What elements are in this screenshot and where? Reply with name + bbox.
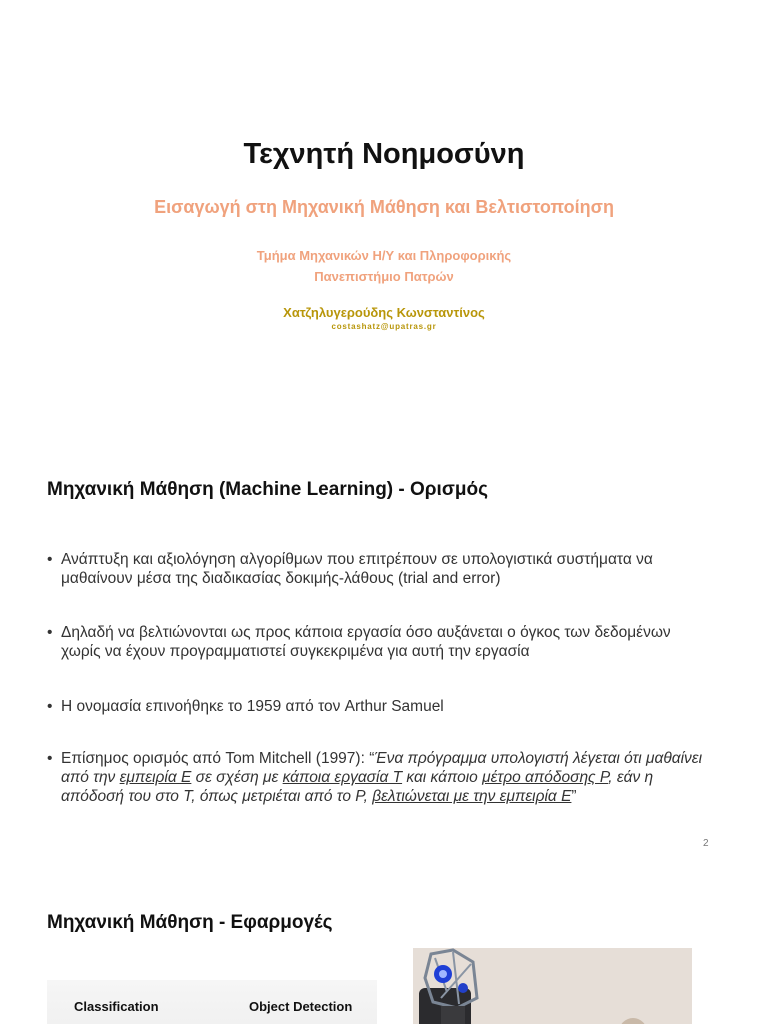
bullet-dot: • [47,551,53,568]
bullet-text: Δηλαδή να βελτιώνονται ως προς κάποια εργασία όσο αυξάνεται ο όγκος των δεδομένων χωρίς να έχουν προγραμματιστεί συγκεκριμένα για αυτή την εργασία [61,624,671,660]
bullet-item-definition [47,749,707,806]
bullet-dot: • [47,624,53,641]
term-performance: μέτρο απόδοσης P [482,769,609,786]
affiliation [0,245,768,287]
subtitle: Εισαγωγή στη Μηχανική Μάθηση και Βελτιστοποίηση [154,197,614,217]
classification-label: Classification [74,999,159,1014]
bullet-item [47,623,707,661]
definition-intro: Επίσημος ορισμός από Tom Mitchell (1997): “ [61,750,375,767]
bullet-dot: • [47,698,53,715]
definition-part: σε σχέση με [191,769,283,786]
term-improves: βελτιώνεται με την εμπειρία Ε [372,788,572,805]
definition-text [61,749,707,806]
term-experience: εμπειρία Ε [119,769,192,786]
bullet-text: Η ονομασία επινοήθηκε το 1959 από τον Arthur Samuel [61,698,444,715]
robot-photo [413,948,692,1024]
bullet-text: Ανάπτυξη και αξιολόγηση αλγορίθμων που επιτρέπουν σε υπολογιστικά συστήματα να μαθαίνουν μέσα της διαδικασίας δοκιμής-λάθους (trial and error) [61,551,653,587]
applications-slide [0,870,768,1024]
bullet-item [47,550,707,588]
department: Τμήμα Μηχανικών Η/Υ και Πληροφορικής [256,248,512,263]
slide-heading: Μηχανική Μάθηση (Machine Learning) - Ορισμός [47,479,488,500]
slide-heading: Μηχανική Μάθηση - Εφαρμογές [47,912,333,933]
object-detection-label: Object Detection [249,999,353,1014]
definition-part: Ένα πρόγραμμα υπολογιστή λέγεται ότι μαθαίνει από την [61,750,703,786]
author-name: Χατζηλυγερούδης Κωνσταντίνος [283,305,485,320]
term-task: κάποια εργασία Τ [282,769,403,786]
bullet-dot: • [47,750,53,767]
definition-end: ” [571,788,577,805]
definition-part: και κάποιο [402,769,483,786]
definition-slide [0,440,768,860]
definition-part: , εάν η απόδοσή του στο Τ, όπως μετριέται από το P, [61,769,654,805]
page-title: Τεχνητή Νοημοσύνη [243,138,525,170]
robot-illustration [413,948,692,1024]
title-slide [0,0,768,430]
university: Πανεπιστήμιο Πατρών [314,269,454,284]
author-email[interactable]: costashatz@upatras.gr [331,322,437,331]
bullet-item [47,697,707,716]
page-number: 2 [703,838,709,849]
